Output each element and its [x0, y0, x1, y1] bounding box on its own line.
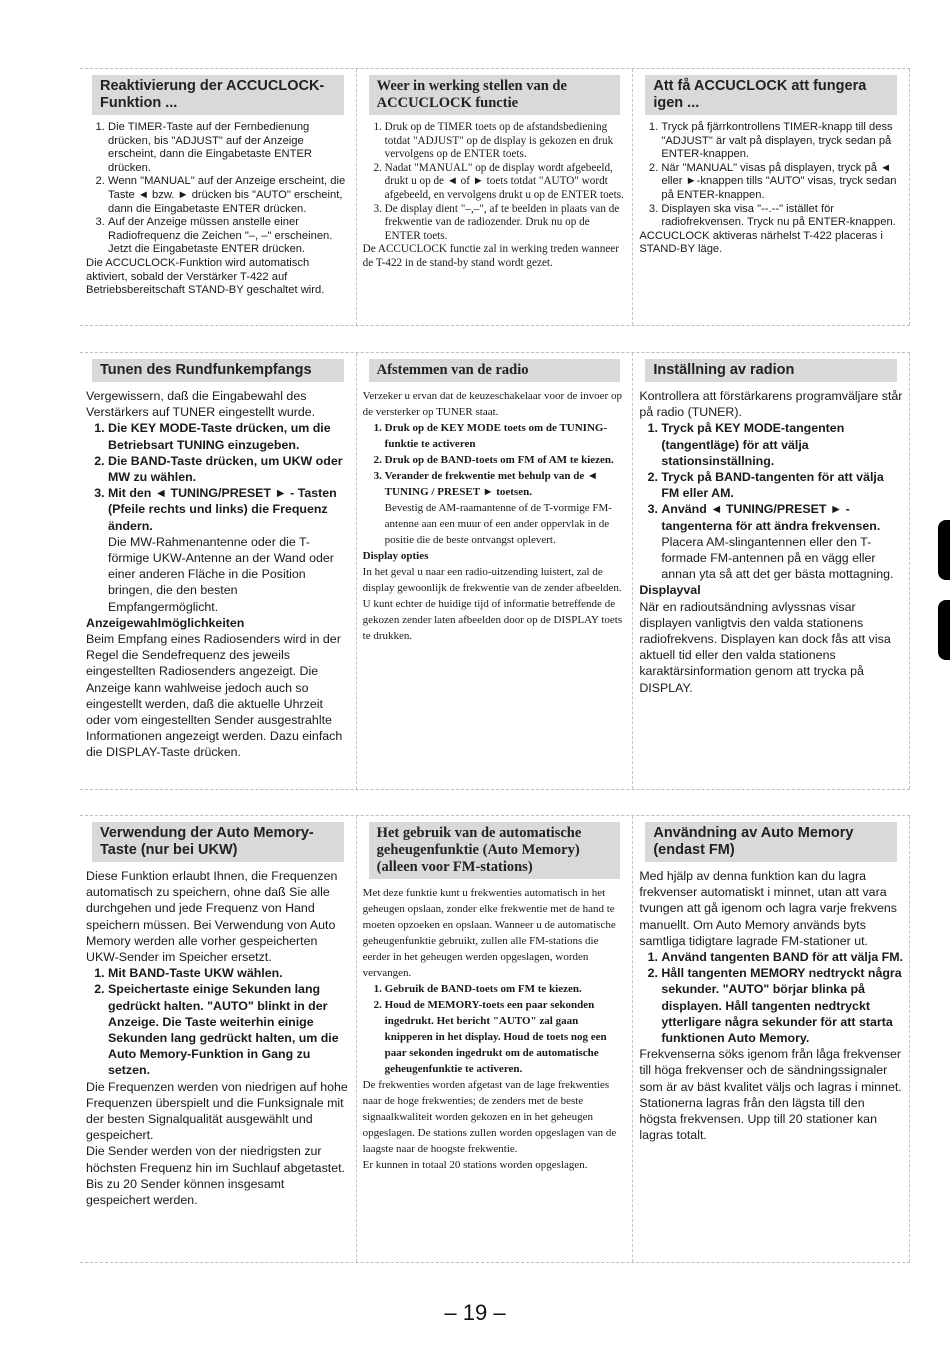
section-auto-memory — [80, 815, 910, 1263]
section-tuning — [80, 352, 910, 790]
intro-text: Vergewissern, daß die Eingabewahl des Verstärkers auf TUNER eingestellt wurde. — [86, 389, 316, 420]
list-item: 1. Gebruik de BAND-toets om FM te kiezen. — [385, 981, 627, 997]
list-item: 2. Houd de MEMORY-toets een paar sekonden ingedrukt. Het bericht "AUTO" zal gaan knipperen in het display. Houd de toets nog een paar sekonden ingedrukt om de automatische geheugenfunktie te activeren. — [385, 997, 627, 1077]
column-swedish — [633, 353, 910, 789]
subheading: Anzeigewahlmöglichkeiten — [86, 615, 245, 630]
list-item: 3. Verander de frekwentie met behulp van de ◄ TUNING / PRESET ► toetsen. — [385, 468, 627, 500]
column-dutch — [357, 816, 634, 1262]
list-item: 1. Tryck på fjärrkontrollens TIMER-knapp till dess "ADJUST" är valt på displayen, tryck sedan på ENTER-knappen. — [661, 121, 903, 162]
step-list — [86, 965, 350, 1078]
list-item: 3. Auf der Anzeige müssen anstelle einer Radiofrequenz die Zeichen "–, –" erscheinen. Jetzt die Eingabetaste ENTER drücken. — [108, 216, 350, 257]
column-german — [80, 353, 357, 789]
column-dutch — [357, 353, 634, 789]
list-item: 1. Die KEY MODE-Taste drücken, um die Betriebsart TUNING einzugeben. — [108, 420, 350, 452]
column-swedish — [633, 816, 910, 1262]
subheading: Displayval — [639, 583, 701, 598]
body-text: In het geval u naar een radio-uitzending luistert, zal de display gewoonlijk de frekwentie van de zender afbeelden. U kunt echter de huidige tijd of informatie betreffende de gekozen zender laten afbeelden door op de DISPLAY toets te drukken. — [362, 566, 623, 642]
section-accuclock — [80, 68, 910, 326]
list-item: 2. Håll tangenten MEMORY nedtryckt några sekunder. "AUTO" börjar blinka på displayen. Håll tangenten nedtryckt ytterligare några sekunder för att starta funktionen Auto Memory. — [661, 965, 903, 1046]
note-text: Die ACCUCLOCK-Funktion wird automatisch aktiviert, sobald der Verstärker T-422 auf Betriebsbereitschaft STAND-BY geschaltet wird. — [86, 256, 325, 297]
thumb-index-mark — [938, 520, 950, 580]
column-german — [80, 69, 357, 325]
intro-text: Kontrollera att förstärkarens programväljare står på radio (TUNER). — [639, 389, 903, 420]
body-text: Er kunnen in totaal 20 stations worden opgeslagen. — [362, 1159, 588, 1171]
list-item: 3. Mit den ◄ TUNING/PRESET ► - Tasten (Pfeile rechts und links) die Frequenz ändern. — [108, 485, 350, 534]
step-note: Placera AM-slingantennen eller den T-formade FM-antennen på en vägg eller annan yta så att det ger bästa mottagning. — [661, 534, 894, 582]
step-list — [363, 981, 627, 1077]
list-item: 1. Druk op de TIMER toets op de afstandsbediening totdat "ADJUST" op de display is gekozen en druk vervolgens op de ENTER toets. — [385, 121, 627, 162]
intro-text: Med hjälp av denna funktion kan du lagra frekvenser automatiskt i minnet, utan att vara tvungen att gå igenom och lagra varje frekvens manuellt. Om Auto Memory används byts samtliga tidigtare lagrade FM-stationer ut. — [639, 869, 897, 948]
step-list — [639, 420, 903, 533]
page-number: – 19 – — [444, 1300, 506, 1325]
section-heading: Att få ACCUCLOCK att fungera igen ... — [645, 75, 897, 115]
list-item: 1. Använd tangenten BAND för att välja FM. — [661, 949, 903, 965]
list-item: 2. Speichertaste einige Sekunden lang gedrückt halten. "AUTO" blinkt in der Anzeige. Die Taste weiterhin einige Sekunden lang gedrückt halten, um die Auto Memory-Funktion in Gang zu setzen. — [108, 981, 350, 1078]
step-list — [639, 949, 903, 1046]
body-text: Frekvenserna söks igenom från låga frekvenser till höga frekvenser och de sändningssignaler som är av bäst kvalitet väljs och lagras i minnet. Stationerna lagras från den lägsta till den högsta frekvensen. Upp till 20 stationer kan lagras totalt. — [639, 1047, 902, 1143]
intro-text: Met deze funktie kunt u frekwenties automatisch in het geheugen opslaan, zonder elke frekwentie met de hand te moeten opzoeken en opslaan. Wanneer u de automatische geheugenfunktie gebruikt, zullen alle FM-stations die eerder in het geheugen werden opgeslagen, worden vervangen. — [362, 887, 616, 979]
note-text: ACCUCLOCK aktiveras närhelst T-422 placeras i STAND-BY läge. — [639, 229, 883, 256]
note-text: De ACCUCLOCK functie zal in werking treden wanneer de T-422 in de stand-by stand wordt gezet. — [362, 243, 619, 269]
list-item: 1. Tryck på KEY MODE-tangenten (tangentläge) för att välja stationsinställning. — [661, 420, 903, 469]
section-heading: Användning av Auto Memory (endast FM) — [645, 822, 897, 862]
section-heading: Afstemmen van de radio — [369, 359, 621, 382]
list-item: 2. När "MANUAL" visas på displayen, tryck på ◄ eller ►-knappen tills "AUTO" visas, tryck sedan på ENTER-knappen. — [661, 162, 903, 203]
column-german — [80, 816, 357, 1262]
list-item: 1. Druk op de KEY MODE toets om de TUNING-funktie te activeren — [385, 420, 627, 452]
body-text: När en radioutsändning avlyssnas visar displayen vanligtvis den valda stationens radiofrekvens. Displayen kan dock fås att visa aktuell tid eller den valda stationens karaktärsinformation genom att trycka på DISPLAY. — [639, 599, 891, 695]
step-list — [639, 121, 903, 230]
section-heading: Tunen des Rundfunkempfangs — [92, 359, 344, 382]
thumb-index-mark — [938, 600, 950, 660]
list-item: 3. Displayen ska visa "--.--" istället för radiofrekvensen. Tryck nu på ENTER-knappen. — [661, 203, 903, 230]
list-item: 2. Nadat "MANUAL" op de display wordt afgebeeld, drukt u op de ◄ of ► toets totdat "AUTO" wordt afgebeeld, en vervolgens drukt u op de ENTER toets. — [385, 162, 627, 203]
intro-text: Diese Funktion erlaubt Ihnen, die Frequenzen automatisch zu speichern, ohne daß Sie alle durchgehen und jede Frequenz von Hand speichern müssen. Bei Verwendung von Auto Memory werden alle vorher gespeicherten UKW-Sender im Speicher ersetzt. — [86, 869, 338, 965]
list-item: 2. Druk op de BAND-toets om FM of AM te kiezen. — [385, 452, 627, 468]
intro-text: Verzeker u ervan dat de keuzeschakelaar voor de invoer op de versterker op TUNER staat. — [362, 390, 622, 418]
step-list — [86, 121, 350, 257]
list-item: 1. Die TIMER-Taste auf der Fernbedienung drücken, bis "ADJUST" auf der Anzeige erscheint, dann die Eingabetaste ENTER drücken. — [108, 121, 350, 175]
section-heading: Het gebruik van de automatische geheugenfunktie (Auto Memory) (alleen voor FM-stations) — [369, 822, 621, 879]
body-text: Die Frequenzen werden von niedrigen auf hohe Frequenzen überspielt und die Funksignale mit der besten Signalqualität ausgewählt und gespeichert. — [86, 1079, 348, 1143]
column-swedish — [633, 69, 910, 325]
list-item: 1. Mit BAND-Taste UKW wählen. — [108, 965, 350, 981]
section-heading: Reaktivierung der ACCUCLOCK-Funktion ... — [92, 75, 344, 115]
step-note: Bevestig de AM-raamantenne of de T-vormige FM-antenne aan een muur of een ander oppervlak in de positie die de beste ontvangst oplevert. — [384, 502, 612, 546]
section-heading: Weer in werking stellen van de ACCUCLOCK functie — [369, 75, 621, 115]
list-item: 3. De display dient "–,–", af te beelden in plaats van de frekwentie van de radiozender. Druk nu op de ENTER toets. — [385, 203, 627, 244]
list-item: 3. Använd ◄ TUNING/PRESET ► - tangenterna för att ändra frekvensen. — [661, 501, 903, 533]
section-heading: Verwendung der Auto Memory-Taste (nur bei UKW) — [92, 822, 344, 862]
column-dutch — [357, 69, 634, 325]
body-text: De frekwenties worden afgetast van de lage frekwenties naar de hoge frekwenties; de zenders met de beste signaalkwaliteit worden gekozen en in het geheugen opgeslagen. De stations zullen worden opgeslagen van de laagste naar de hoogste frekwentie. — [362, 1079, 617, 1155]
step-list — [363, 420, 627, 500]
list-item: 2. Wenn "MANUAL" auf der Anzeige erscheint, die Taste ◄ bzw. ► drücken bis "AUTO" erscheint, dann die Eingabetaste ENTER drücken. — [108, 175, 350, 216]
section-heading: Inställning av radion — [645, 359, 897, 382]
step-list — [86, 420, 350, 533]
list-item: 2. Tryck på BAND-tangenten för att välja FM eller AM. — [661, 469, 903, 501]
list-item: 2. Die BAND-Taste drücken, um UKW oder MW zu wählen. — [108, 453, 350, 485]
body-text: Die Sender werden von der niedrigsten zur höchsten Frequenz hin im Suchlauf abgetastet. Bis zu 20 Sender können insgesamt gespeichert werden. — [86, 1144, 345, 1208]
subheading: Display opties — [362, 550, 429, 562]
step-list — [363, 121, 627, 243]
step-note: Die MW-Rahmenantenne oder die T-förmige UKW-Antenne an der Wand oder einer anderen Fläche in die Position bringen, die den besten Empfangermöglicht. — [108, 534, 334, 614]
body-text: Beim Empfang eines Radiosenders wird in der Regel die Sendefrequenz des jeweils eingestellten Radiosenders angezeigt. Die Anzeige kann wahlweise jedoch auch so eingestellt werden, daß die aktuelle Uhrzeit oder vom eingestellten Sender ausgestrahlte Informationen angezeigt werden. Dazu einfach die DISPLAY-Taste drücken. — [86, 632, 343, 760]
